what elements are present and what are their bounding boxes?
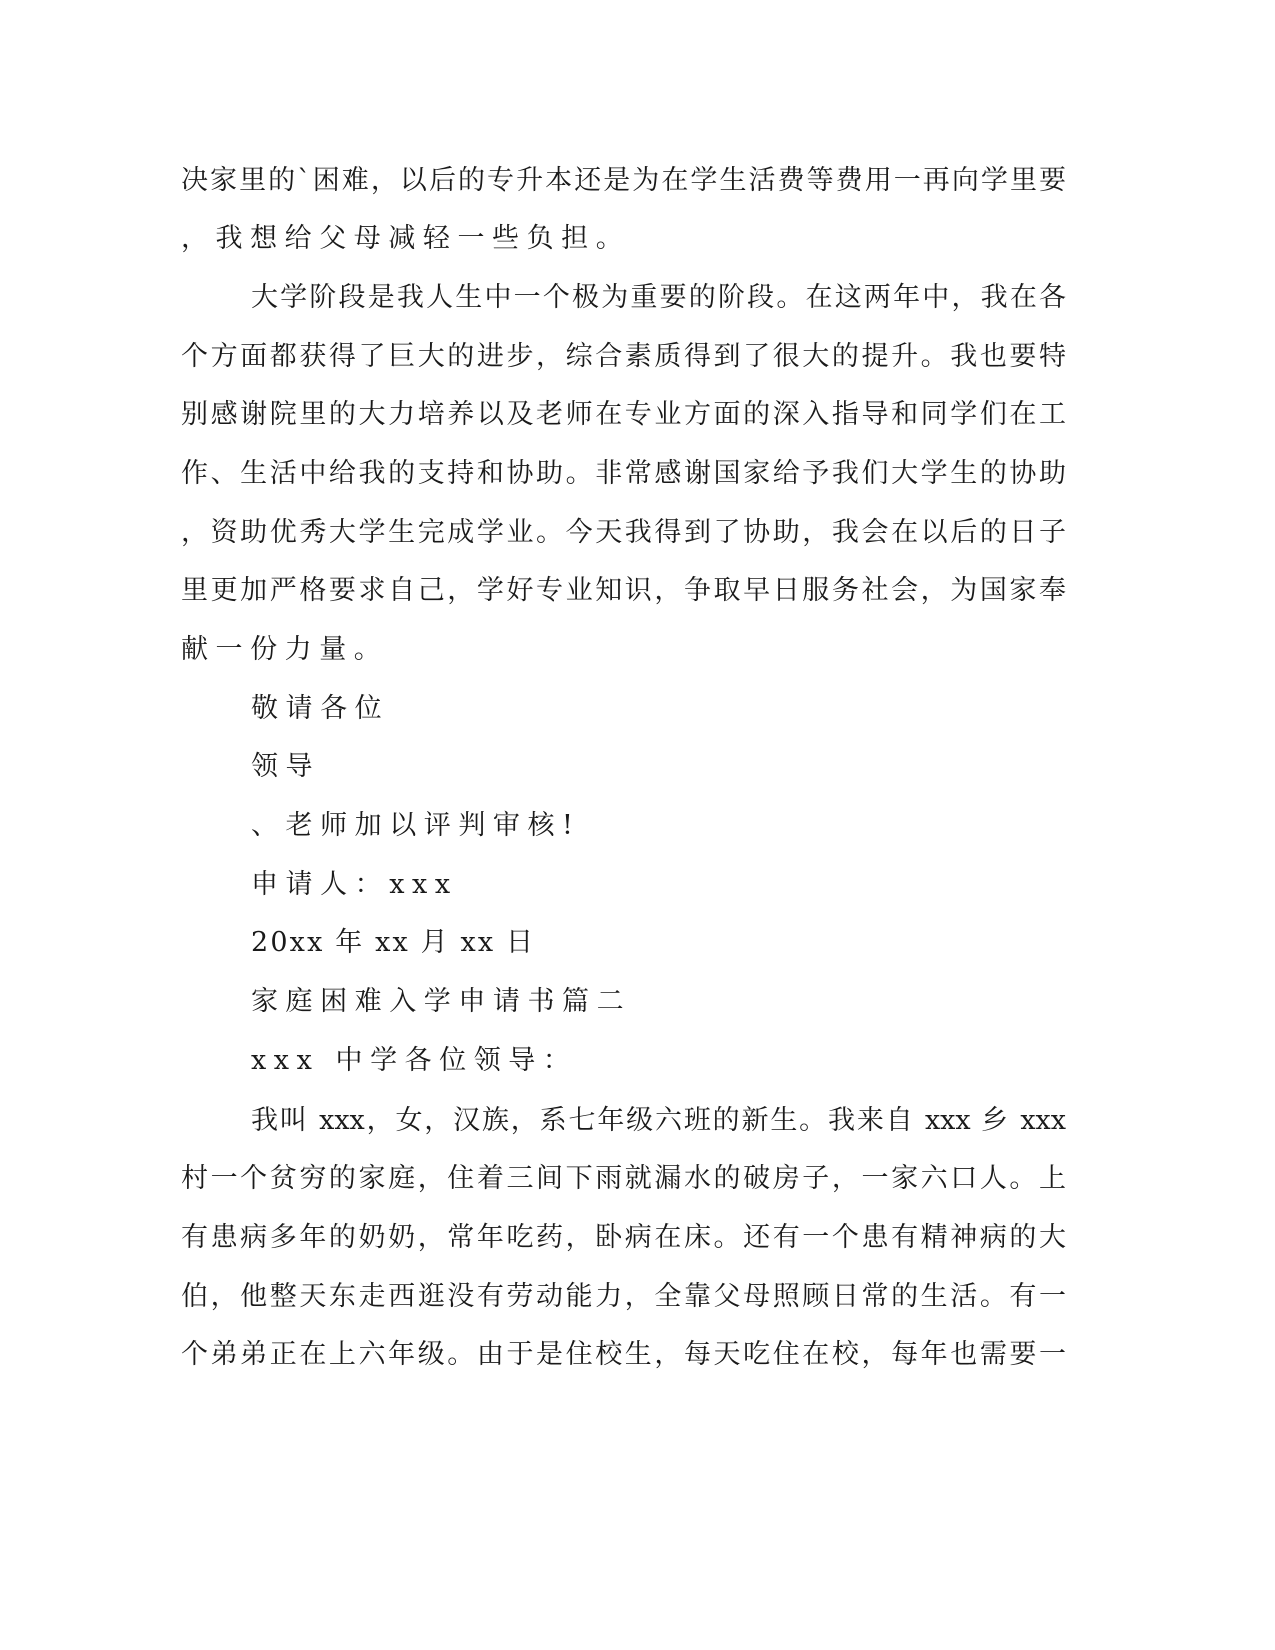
- text-line-21: 个弟弟正在上六年级。由于是住校生，每天吃住在校，每年也需要一: [181, 1339, 1066, 1370]
- section-title: 家庭困难入学申请书篇二: [251, 986, 632, 1017]
- text-line-2: ，我想给父母减轻一些负担。: [181, 223, 631, 254]
- text-line-10: 敬请各位: [251, 693, 390, 724]
- text-line-8: 里更加严格要求自己，学好专业知识，争取早日服务社会，为国家奉: [181, 575, 1066, 606]
- salutation-line: xxx 中学各位领导：: [251, 1045, 578, 1076]
- text-line-1: 决家里的`困难，以后的专升本还是为在学生活费等费用一再向学里要: [181, 165, 1066, 196]
- text-line-7: ，资助优秀大学生完成学业。今天我得到了协助，我会在以后的日子: [181, 517, 1066, 548]
- text-line-18: 村一个贫穷的家庭，住着三间下雨就漏水的破房子，一家六口人。上: [181, 1163, 1066, 1194]
- text-line-17: 我叫 xxx，女，汉族，系七年级六班的新生。我来自 xxx 乡 xxx: [251, 1105, 1066, 1136]
- text-line-4: 个方面都获得了巨大的进步，综合素质得到了很大的提升。我也要特: [181, 341, 1066, 372]
- text-line-19: 有患病多年的奶奶，常年吃药，卧病在床。还有一个患有精神病的大: [181, 1222, 1066, 1253]
- text-line-6: 作、生活中给我的支持和协助。非常感谢国家给予我们大学生的协助: [181, 458, 1066, 489]
- text-line-11: 领导: [251, 751, 321, 782]
- date-line: 20xx 年 xx 月 xx 日: [251, 927, 536, 958]
- text-line-3: 大学阶段是我人生中一个极为重要的阶段。在这两年中，我在各: [251, 282, 1066, 313]
- text-line-12: 、老师加以评判审核!: [251, 810, 581, 841]
- text-line-9: 献一份力量。: [181, 634, 389, 665]
- text-line-20: 伯，他整天东走西逛没有劳动能力，全靠父母照顾日常的生活。有一: [181, 1281, 1066, 1312]
- text-line-5: 别感谢院里的大力培养以及老师在专业方面的深入指导和同学们在工: [181, 399, 1066, 430]
- applicant-line: 申请人：xxx: [251, 869, 458, 900]
